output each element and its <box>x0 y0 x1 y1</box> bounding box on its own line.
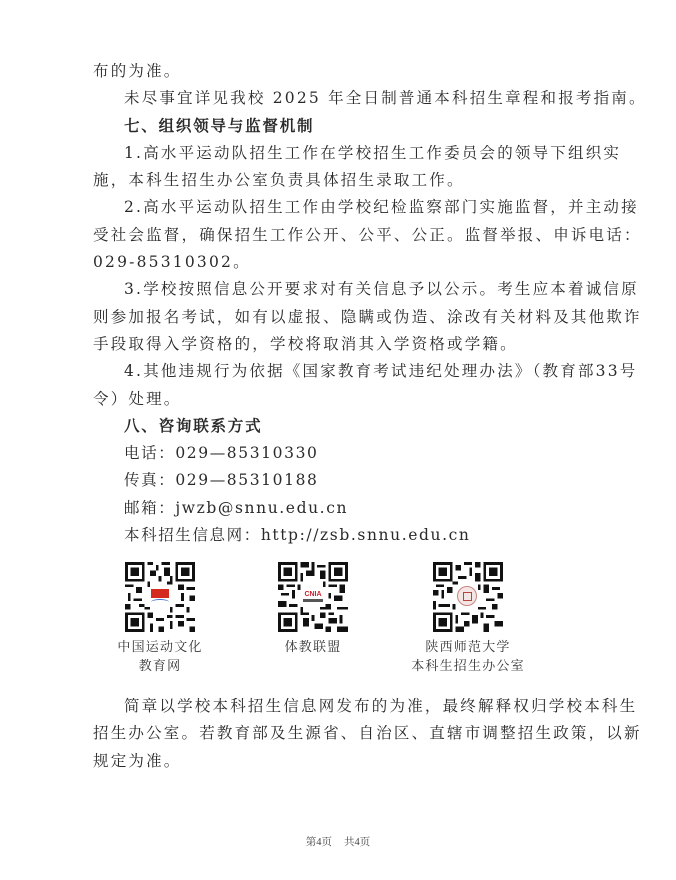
qr-code-icon <box>278 562 348 632</box>
university-seal-icon <box>457 586 477 606</box>
qr-caption <box>403 638 533 676</box>
contact-email <box>93 495 587 522</box>
paragraph-line: 规定为准。 <box>93 751 182 770</box>
fax-value: 029—85310188 <box>175 471 319 490</box>
page-number-total: 共4页 <box>344 837 371 848</box>
paragraph-line: 2.高水平运动队招生工作由学校纪检监察部门实施监督，并主动接 <box>124 198 639 217</box>
contact-website <box>93 522 587 549</box>
qr-item-sports-education-alliance <box>248 560 378 657</box>
contact-fax <box>93 467 587 494</box>
website-label: 本科招生信息网： <box>124 526 261 545</box>
paragraph-line: 招生办公室。若教育部及生源省、自治区、直辖市调整招生政策，以新 <box>93 724 642 743</box>
qr-item-snnu-admissions <box>403 560 533 676</box>
qr-caption-line1: 中国运动文化 <box>117 640 203 655</box>
page-footer <box>0 834 676 849</box>
paragraph-line: 受社会监督，确保招生工作公开、公平、公正。监督举报、申诉电话： <box>93 225 642 244</box>
paragraph-line: 手段取得入学资格的，学校将取消其入学资格或学籍。 <box>93 334 518 353</box>
paragraph-line: 3.学校按照信息公开要求对有关信息予以公示。考生应本着诚信原 <box>124 280 639 299</box>
contact-phone <box>93 440 587 467</box>
paragraph-line: 布的为准。 <box>93 62 182 80</box>
flag-logo-icon <box>151 589 169 598</box>
paragraph-line: 未尽事宜详见我校 2025 年全日制普通本科招生章程和报考指南。 <box>124 89 647 108</box>
fax-label: 传真： <box>124 471 176 490</box>
qr-caption-line1: 陕西师范大学 <box>425 640 511 655</box>
paragraph-line: 1.高水平运动队招生工作在学校招生工作委员会的领导下组织实 <box>124 143 622 162</box>
paragraph-line: 则参加报名考试，如有以虚报、隐瞒或伪造、涂改有关材料及其他欺诈 <box>93 307 642 326</box>
cnia-logo-icon: CNIA <box>301 591 325 603</box>
document-body <box>93 58 647 549</box>
phone-value: 029—85310330 <box>175 444 319 463</box>
paragraph-line: 令）处理。 <box>93 389 182 408</box>
email-label: 邮箱： <box>124 498 176 517</box>
paragraph-line: 施，本科生招生办公室负责具体招生录取工作。 <box>93 171 465 190</box>
qr-code-row <box>93 560 587 680</box>
qr-caption-line2: 教育网 <box>138 659 182 674</box>
qr-caption-line2: 本科生招生办公室 <box>411 659 525 674</box>
paragraph-line: 029-85310302。 <box>93 253 251 272</box>
qr-caption <box>95 638 225 676</box>
paragraph-line: 简章以学校本科招生信息网发布的为准，最终解释权归学校本科生 <box>124 697 638 715</box>
phone-label: 电话： <box>124 444 176 463</box>
section-heading-7: 七、组织领导与监督机制 <box>124 116 315 135</box>
qr-item-sports-culture <box>95 560 225 676</box>
olympic-rings-icon <box>151 599 169 605</box>
paragraph-line: 4.其他违规行为依据《国家教育考试违纪处理办法》（教育部33号 <box>124 362 638 381</box>
closing-paragraph <box>93 693 642 775</box>
page-number-current: 第4页 <box>305 837 332 848</box>
qr-code-icon <box>125 562 195 632</box>
qr-code-icon <box>433 562 503 632</box>
section-heading-8: 八、咨询联系方式 <box>124 416 263 435</box>
website-link[interactable]: http://zsb.snnu.edu.cn <box>260 526 471 545</box>
qr-caption-line1: 体教联盟 <box>284 640 342 655</box>
qr-caption <box>248 638 378 657</box>
email-value[interactable]: jwzb@snnu.edu.cn <box>175 498 349 517</box>
